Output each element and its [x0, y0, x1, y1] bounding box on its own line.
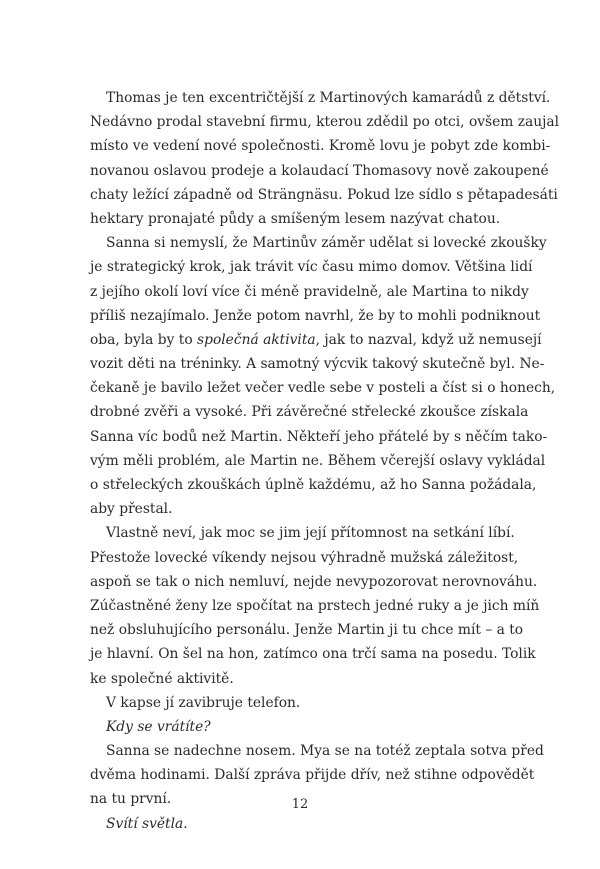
italic-phrase: společná aktivita	[197, 331, 316, 348]
text-line: Thomas je ten excentričtější z Martinových kamarádů z dětství.	[106, 90, 551, 106]
text-line: místo ve vedení nové společnosti. Kromě lovu je pobyt zde kombi-	[90, 138, 551, 155]
text-line: drobné zvěři a vysoké. Při závěrečné střelecké zkoušce získala	[90, 404, 529, 421]
text-line: V kapse jí zavibruje telefon.	[106, 694, 301, 711]
text-line: než obsluhujícího personálu. Jenže Martin ji tu chce mít – a to	[90, 622, 524, 639]
text-line: novanou oslavou prodeje a kolaudací Thomasovy nově zakoupené	[90, 162, 549, 179]
text-line: Nedávno prodal stavební firmu, kterou zdědil po otci, ovšem zaujal	[90, 114, 560, 131]
text-line: příliš nezajímalo. Jenže potom navrhl, že by to mohli podniknout	[90, 307, 541, 324]
text-line: aspoň se tak o nich nemluví, nejde nevypozorovat nerovnováhu.	[90, 573, 538, 590]
text-run: oba, byla by to	[90, 331, 198, 348]
text-line: na tu první.	[90, 791, 172, 808]
text-line: je strategický krok, jak trávit víc času mimo domov. Většina lidí	[90, 259, 533, 276]
text-message-line: Svítí světla.	[106, 815, 188, 832]
text-line: vozit děti na tréninky. A samotný výcvik takový skutečně byl. Ne-	[90, 356, 545, 373]
body-text	[90, 86, 560, 836]
text-line: ke společné aktivitě.	[90, 670, 234, 687]
text-line: vým měli problém, ale Martin ne. Během včerejší oslavy vykládal	[90, 452, 546, 469]
text-line: Vlastně neví, jak moc se jim její přítomnost na setkání líbí.	[106, 525, 515, 542]
text-line: Sanna se nadechne nosem. Mya se na totéž zeptala sotva před	[106, 743, 544, 760]
text-line: Sanna si nemyslí, že Martinův záměr udělat si lovecké zkoušky	[106, 235, 547, 252]
text-line: dvěma hodinami. Další zpráva přijde dřív, než stihne odpovědět	[90, 767, 535, 784]
text-line: o střeleckých zkouškách úplně každému, až ho Sanna požádala,	[90, 477, 537, 493]
text-line: Zúčastněné ženy lze spočítat na prstech jedné ruky a je jich míň	[90, 597, 540, 614]
text-line: je hlavní. On šel na hon, zatímco ona trčí sama na posedu. Tolik	[90, 646, 536, 663]
text-line: chaty ležící západně od Strängnäsu. Pokud lze sídlo s pětapadesáti	[90, 186, 558, 203]
text-line	[90, 328, 542, 352]
text-line: Přestože lovecké víkendy nejsou výhradně mužská záležitost,	[90, 549, 519, 566]
text-line: z jejího okolí loví více či méně pravidelně, ale Martina to nikdy	[90, 283, 529, 300]
text-run: , jak to nazval, když už nemusejí	[315, 331, 542, 348]
text-line: hektary pronajaté půdy a smíšeným lesem nazývat chatou.	[90, 210, 501, 227]
text-line: aby přestal.	[90, 501, 173, 518]
text-message-line: Kdy se vrátíte?	[106, 718, 211, 735]
page-number: 12	[291, 797, 309, 812]
text-line: čekaně je bavilo ležet večer vedle sebe v posteli a číst si o honech,	[90, 380, 556, 397]
text-line: Sanna víc bodů než Martin. Někteří jeho přátelé by s něčím tako-	[90, 428, 548, 445]
